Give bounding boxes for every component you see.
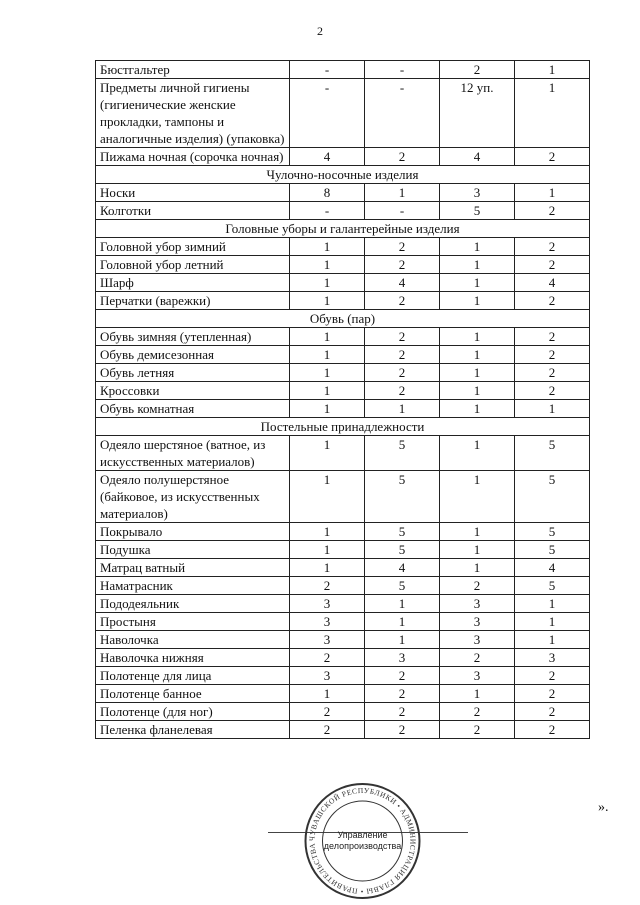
value-cell: 1 [440, 292, 515, 310]
table-row [96, 364, 590, 382]
item-name: Одеяло шерстяное (ватное, из искусственных материалов) [96, 436, 290, 471]
table-row [96, 328, 590, 346]
table-row [96, 631, 590, 649]
value-cell: 1 [440, 523, 515, 541]
value-cell: 1 [365, 184, 440, 202]
value-cell: 3 [290, 631, 365, 649]
value-cell: - [365, 79, 440, 148]
table-row [96, 346, 590, 364]
value-cell: 2 [365, 667, 440, 685]
section-header-row [96, 166, 590, 184]
value-cell: 1 [440, 346, 515, 364]
value-cell: 2 [515, 346, 590, 364]
table-row [96, 274, 590, 292]
value-cell: 2 [515, 703, 590, 721]
value-cell: - [290, 61, 365, 79]
value-cell: 5 [365, 541, 440, 559]
item-name: Полотенце (для ног) [96, 703, 290, 721]
value-cell: 1 [290, 382, 365, 400]
table-row [96, 400, 590, 418]
value-cell: 3 [440, 667, 515, 685]
value-cell: 1 [440, 685, 515, 703]
table-row [96, 184, 590, 202]
value-cell: - [365, 61, 440, 79]
value-cell: 12 уп. [440, 79, 515, 148]
value-cell: 2 [365, 721, 440, 739]
value-cell: 5 [365, 471, 440, 523]
item-name: Матрац ватный [96, 559, 290, 577]
value-cell: 2 [515, 667, 590, 685]
item-name: Головной убор зимний [96, 238, 290, 256]
value-cell: 1 [290, 256, 365, 274]
section-title: Чулочно-носочные изделия [96, 166, 590, 184]
value-cell: 2 [290, 577, 365, 595]
item-name: Обувь демисезонная [96, 346, 290, 364]
value-cell: 2 [290, 649, 365, 667]
item-name: Обувь зимняя (утепленная) [96, 328, 290, 346]
value-cell: 3 [440, 613, 515, 631]
value-cell: 1 [440, 436, 515, 471]
value-cell: 5 [515, 523, 590, 541]
table-row [96, 292, 590, 310]
value-cell: - [290, 202, 365, 220]
item-name: Полотенце для лица [96, 667, 290, 685]
table-row [96, 721, 590, 739]
value-cell: 5 [515, 471, 590, 523]
table-row [96, 667, 590, 685]
value-cell: 1 [290, 436, 365, 471]
value-cell: 1 [365, 631, 440, 649]
section-header-row [96, 418, 590, 436]
value-cell: 5 [515, 436, 590, 471]
value-cell: 1 [290, 346, 365, 364]
value-cell: 2 [440, 577, 515, 595]
value-cell: 2 [515, 685, 590, 703]
value-cell: 4 [515, 559, 590, 577]
value-cell: 5 [365, 577, 440, 595]
value-cell: 1 [440, 559, 515, 577]
item-name: Шарф [96, 274, 290, 292]
table-row [96, 382, 590, 400]
value-cell: 1 [515, 400, 590, 418]
item-name: Головной убор летний [96, 256, 290, 274]
table-row [96, 256, 590, 274]
value-cell: 2 [365, 703, 440, 721]
value-cell: 2 [515, 328, 590, 346]
item-name: Наволочка [96, 631, 290, 649]
value-cell: 1 [515, 184, 590, 202]
value-cell: 2 [365, 328, 440, 346]
value-cell: 5 [515, 577, 590, 595]
table-row [96, 436, 590, 471]
table-row [96, 471, 590, 523]
value-cell: 3 [515, 649, 590, 667]
norms-table [95, 60, 590, 739]
value-cell: 2 [290, 721, 365, 739]
item-name: Бюстгальтер [96, 61, 290, 79]
value-cell: 2 [440, 649, 515, 667]
value-cell: 2 [440, 61, 515, 79]
section-title: Постельные принадлежности [96, 418, 590, 436]
value-cell: 4 [515, 274, 590, 292]
item-name: Простыня [96, 613, 290, 631]
value-cell: 2 [365, 238, 440, 256]
value-cell: 1 [515, 61, 590, 79]
value-cell: 1 [440, 471, 515, 523]
value-cell: 2 [515, 364, 590, 382]
value-cell: 1 [365, 595, 440, 613]
value-cell: 1 [290, 274, 365, 292]
value-cell: 2 [365, 292, 440, 310]
item-name: Колготки [96, 202, 290, 220]
value-cell: 1 [290, 364, 365, 382]
value-cell: 1 [290, 541, 365, 559]
value-cell: 1 [290, 559, 365, 577]
item-name: Кроссовки [96, 382, 290, 400]
value-cell: 1 [515, 595, 590, 613]
value-cell: 2 [365, 148, 440, 166]
section-header-row [96, 310, 590, 328]
table-row [96, 577, 590, 595]
value-cell: 1 [440, 274, 515, 292]
item-name: Наматрасник [96, 577, 290, 595]
value-cell: 2 [515, 382, 590, 400]
section-header-row [96, 220, 590, 238]
value-cell: 8 [290, 184, 365, 202]
item-name: Наволочка нижняя [96, 649, 290, 667]
table-row [96, 559, 590, 577]
value-cell: 2 [515, 202, 590, 220]
official-seal [290, 782, 435, 900]
section-title: Обувь (пар) [96, 310, 590, 328]
item-name: Носки [96, 184, 290, 202]
value-cell: 2 [365, 382, 440, 400]
value-cell: 2 [440, 721, 515, 739]
value-cell: 1 [515, 613, 590, 631]
item-name: Пижама ночная (сорочка ночная) [96, 148, 290, 166]
value-cell: 1 [440, 541, 515, 559]
value-cell: 1 [440, 382, 515, 400]
value-cell: 1 [290, 238, 365, 256]
table-row [96, 61, 590, 79]
seal-center-text-2: делопроизводства [323, 841, 402, 851]
item-name: Предметы личной гигиены (гигиенические женские прокладки, тампоны и аналогичные изделия) (упаковка) [96, 79, 290, 148]
item-name: Покрывало [96, 523, 290, 541]
table-row [96, 685, 590, 703]
item-name: Обувь комнатная [96, 400, 290, 418]
item-name: Полотенце банное [96, 685, 290, 703]
value-cell: 1 [290, 523, 365, 541]
item-name: Перчатки (варежки) [96, 292, 290, 310]
value-cell: 5 [440, 202, 515, 220]
value-cell: 1 [515, 79, 590, 148]
table-row [96, 148, 590, 166]
item-name: Пододеяльник [96, 595, 290, 613]
value-cell: 3 [290, 595, 365, 613]
value-cell: 1 [365, 400, 440, 418]
value-cell: 3 [440, 631, 515, 649]
table-row [96, 238, 590, 256]
value-cell: 2 [515, 148, 590, 166]
value-cell: 3 [440, 595, 515, 613]
value-cell: 2 [515, 238, 590, 256]
value-cell: 2 [365, 256, 440, 274]
value-cell: 1 [515, 631, 590, 649]
value-cell: 2 [365, 346, 440, 364]
value-cell: 2 [440, 703, 515, 721]
table-row [96, 613, 590, 631]
table-row [96, 523, 590, 541]
value-cell: 1 [440, 238, 515, 256]
table-row [96, 541, 590, 559]
table-row [96, 649, 590, 667]
value-cell: 2 [365, 364, 440, 382]
value-cell: 4 [440, 148, 515, 166]
value-cell: 1 [290, 328, 365, 346]
value-cell: 5 [515, 541, 590, 559]
page-number: 2 [317, 24, 323, 38]
value-cell: 4 [365, 274, 440, 292]
value-cell: 2 [290, 703, 365, 721]
value-cell: 4 [290, 148, 365, 166]
value-cell: 1 [440, 400, 515, 418]
value-cell: 1 [290, 685, 365, 703]
value-cell: 1 [440, 328, 515, 346]
closing-quote-mark: ». [598, 800, 609, 815]
norms-table-body [96, 61, 590, 739]
seal-center-text-1: Управление [337, 830, 388, 840]
item-name: Обувь летняя [96, 364, 290, 382]
value-cell: 2 [515, 721, 590, 739]
value-cell: 1 [440, 256, 515, 274]
value-cell: 3 [290, 667, 365, 685]
value-cell: 1 [365, 613, 440, 631]
value-cell: 2 [515, 256, 590, 274]
seal-ring-text: ЧУВАШСКОЙ РЕСПУБЛИКИ • АДМИНИСТРАЦИЯ ГЛАВЫ • ПРАВИТЕЛЬСТВА [307, 785, 418, 897]
item-name: Одеяло полушерстяное (байковое, из искусственных материалов) [96, 471, 290, 523]
value-cell: 1 [290, 471, 365, 523]
value-cell: 4 [365, 559, 440, 577]
value-cell: 5 [365, 436, 440, 471]
value-cell: 3 [365, 649, 440, 667]
value-cell: 2 [515, 292, 590, 310]
table-row [96, 703, 590, 721]
value-cell: 1 [440, 364, 515, 382]
table-row [96, 79, 590, 148]
value-cell: 5 [365, 523, 440, 541]
value-cell: 3 [440, 184, 515, 202]
value-cell: 2 [365, 685, 440, 703]
value-cell: - [365, 202, 440, 220]
section-title: Головные уборы и галантерейные изделия [96, 220, 590, 238]
item-name: Пеленка фланелевая [96, 721, 290, 739]
value-cell: - [290, 79, 365, 148]
item-name: Подушка [96, 541, 290, 559]
table-row [96, 595, 590, 613]
table-row [96, 202, 590, 220]
value-cell: 1 [290, 292, 365, 310]
value-cell: 3 [290, 613, 365, 631]
value-cell: 1 [290, 400, 365, 418]
